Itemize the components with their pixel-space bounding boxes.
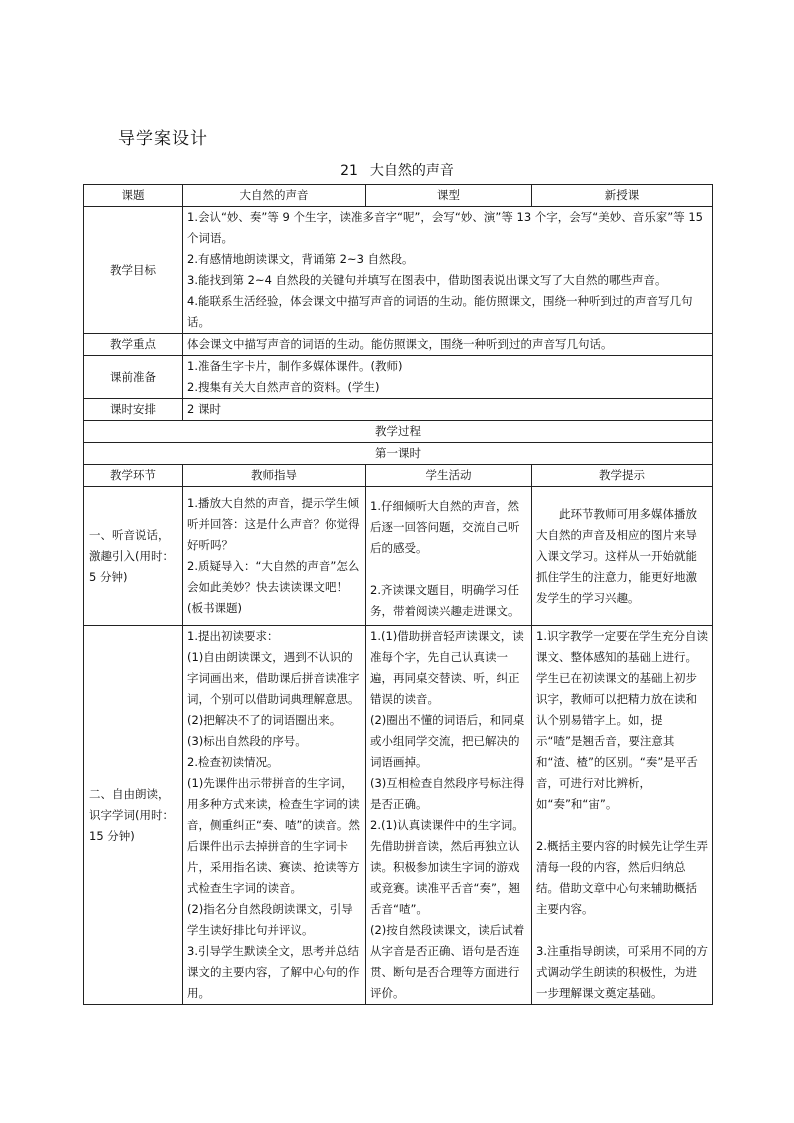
topic-value: 大自然的声音 — [183, 185, 366, 207]
prep-label: 课前准备 — [84, 356, 183, 399]
header-stage: 教学环节 — [84, 465, 183, 487]
process-header-row — [84, 465, 713, 487]
teacher-step: 1.播放大自然的声音，提示学生倾听并回答：这是什么声音？你觉得好听吗？ — [187, 496, 360, 552]
goal-item: 4.能联系生活经验，体会课文中描写声音的词语的生动。能仿照课文，围绕一种听到过的声音写几句话。 — [187, 294, 693, 329]
student-step: 1.(1)借助拼音轻声读课文，读准每个字，先自己认真读一遍，再同桌交替读、听，纠正错误的读音。 — [370, 629, 524, 706]
teacher-cell — [183, 626, 366, 1005]
header-teacher: 教师指导 — [183, 465, 366, 487]
tips-cell — [532, 626, 713, 1005]
spacer — [536, 815, 708, 836]
student-step: 2.(1)认真读课件中的生字词。先借助拼音读，然后再独立认读。积极参加读生字词的游戏或竞赛。读准平舌音“奏”，翘舌音“喳”。 — [370, 818, 524, 916]
teacher-step: 1.提出初读要求： — [187, 629, 279, 643]
schedule-label: 课时安排 — [84, 399, 183, 421]
prep-item: 1.准备生字卡片，制作多媒体课件。(教师) — [187, 359, 403, 373]
schedule-value: 2 课时 — [183, 399, 713, 421]
tip-item: 2.概括主要内容的时候先让学生弄清每一段的内容，然后归纳总结。借助文章中心句来辅助概括主要内容。 — [536, 839, 708, 916]
teacher-step: (1)先课件出示带拼音的生字词，用多种方式来读，检查生字词的读音，侧重纠正“奏、喳”的读音。然后课件出示去掉拼音的生字词卡片，采用指名读、赛读、抢读等方式检查生字词的读音。 — [187, 776, 360, 895]
teacher-step: (2)指名分自然段朗读课文，引导学生读好排比句并评议。 — [187, 902, 353, 937]
student-step: (2)按自然段读课文，读后试着从字音是否正确、语句是否连贯、断句是否合理等方面进行评价。 — [370, 923, 525, 1000]
prep-item: 2.搜集有关大自然声音的资料。(学生) — [187, 380, 380, 394]
teacher-step: (1)自由朗读课文，遇到不认识的字词画出来，借助课后拼音读准字词，个别可以借助词典理解意思。 — [187, 650, 360, 706]
teacher-step: (3)标出自然段的序号。 — [187, 734, 307, 748]
goals-label: 教学目标 — [84, 207, 183, 334]
process-row-reading — [84, 626, 713, 1005]
process-title: 教学过程 — [84, 421, 713, 443]
topic-label: 课题 — [84, 185, 183, 207]
student-step: 1.仔细倾听大自然的声音，然后逐一回答问题，交流自己听后的感受。 — [370, 499, 520, 555]
lesson-plan-table — [83, 184, 713, 1005]
lesson-title-text: 大自然的声音 — [369, 163, 454, 179]
student-cell — [366, 626, 532, 1005]
teacher-cell — [183, 487, 366, 626]
type-label: 课型 — [366, 185, 532, 207]
spacer — [536, 920, 708, 941]
stage-cell: 二、自由朗读，识字学词(用时：15 分钟) — [84, 626, 183, 1005]
process-row-intro — [84, 487, 713, 626]
focus-row — [84, 334, 713, 356]
goal-item: 2.有感情地朗读课文，背诵第 2~3 自然段。 — [187, 252, 414, 266]
tip-item: 此环节教师可用多媒体播放大自然的声音及相应的图片来导入课文学习。这样从一开始就能抓住学生的注意力，能更好地激发学生的学习兴趣。 — [536, 506, 697, 605]
prep-cell — [183, 356, 713, 399]
goals-row — [84, 207, 713, 334]
topic-row — [84, 185, 713, 207]
process-title-row — [84, 421, 713, 443]
header-student: 学生活动 — [366, 465, 532, 487]
schedule-row — [84, 399, 713, 421]
session-row — [84, 443, 713, 465]
goal-item: 3.能找到第 2~4 自然段的关键句并填写在图表中，借助图表说出课文写了大自然的哪些声音。 — [187, 273, 667, 287]
goal-item: 1.会认“妙、奏”等 9 个生字，读准多音字“呢”，会写“妙、演”等 13 个字，会写“美妙、音乐家”等 15 个词语。 — [187, 210, 703, 245]
student-step: (2)圈出不懂的词语后，和同桌或小组同学交流，把已解决的词语画掉。 — [370, 713, 525, 769]
header-tips: 教学提示 — [532, 465, 713, 487]
stage-cell: 一、听音说话，激趣引入(用时：5 分钟) — [84, 487, 183, 626]
focus-value: 体会课文中描写声音的词语的生动。能仿照课文，围绕一种听到过的声音写几句话。 — [183, 334, 713, 356]
teacher-step: 2.质疑导入：“大自然的声音”怎么会如此美妙？快去读读课文吧！(板书课题) — [187, 559, 360, 615]
type-value: 新授课 — [532, 185, 713, 207]
student-step: (3)互相检查自然段序号标注得是否正确。 — [370, 776, 525, 811]
student-step: 2.齐读课文题目，明确学习任务，带着阅读兴趣走进课文。 — [370, 583, 520, 618]
session-title: 第一课时 — [84, 443, 713, 465]
goals-cell — [183, 207, 713, 334]
tip-item: 1.识字教学一定要在学生充分自读课文、整体感知的基础上进行。学生已在初读课文的基础上初步识字，教师可以把精力放在读和认个别易错字上。如，提示“喳”是翘舌音，要注意其和“渣、楂”的区别。“奏”是平舌音，可进行对比辨析，如“奏”和“宙”。 — [536, 629, 708, 811]
student-cell — [366, 487, 532, 626]
lesson-number: 21 — [340, 163, 358, 179]
spacer — [370, 559, 527, 580]
tip-item: 3.注重指导朗读，可采用不同的方式调动学生朗读的积极性，为进一步理解课文奠定基础。 — [536, 944, 708, 1000]
tips-cell — [532, 487, 713, 626]
document-heading: 导学案设计 — [118, 129, 208, 149]
teacher-step: (2)把解决不了的词语圈出来。 — [187, 713, 342, 727]
teacher-step: 3.引导学生默读全文，思考并总结课文的主要内容，了解中心句的作用。 — [187, 944, 360, 1000]
lesson-title — [0, 160, 794, 180]
prep-row — [84, 356, 713, 399]
focus-label: 教学重点 — [84, 334, 183, 356]
teacher-step: 2.检查初读情况。 — [187, 755, 279, 769]
